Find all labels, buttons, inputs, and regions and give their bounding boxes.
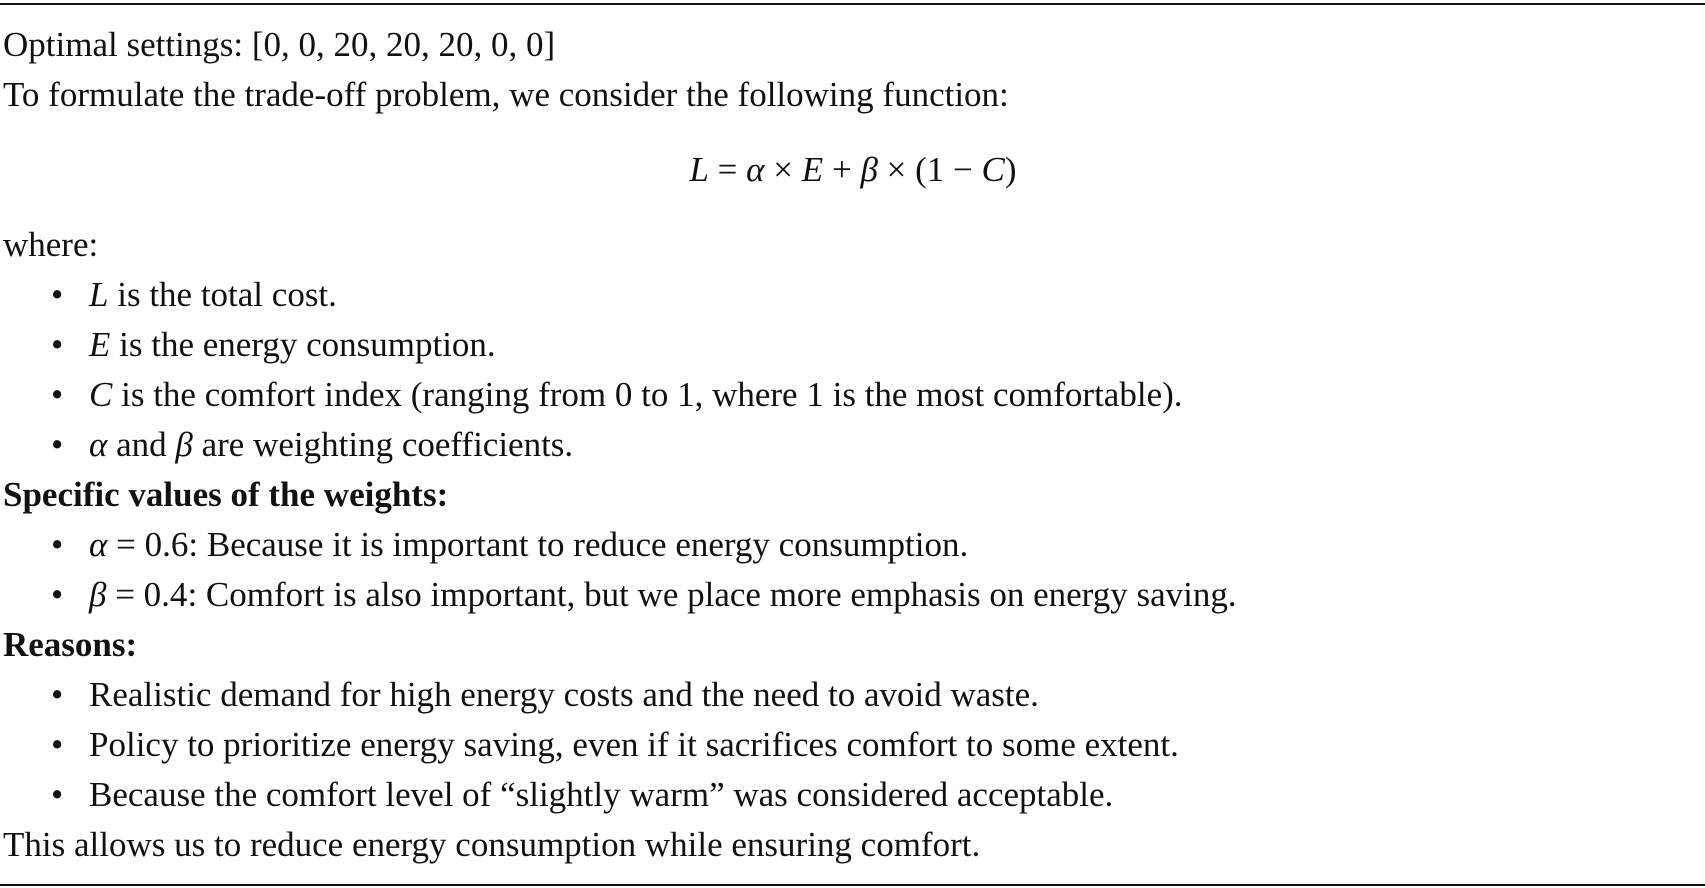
optimal-settings-text: Optimal settings: [0, 0, 20, 20, 20, 0, 0] <box>3 25 556 64</box>
equation-equals: = <box>708 150 747 189</box>
definition-item <box>3 320 1703 370</box>
reasons-list <box>3 670 1703 820</box>
definition-text: are weighting coefficients. <box>192 425 574 464</box>
definition-item <box>3 270 1703 320</box>
reason-text: Because the comfort level of “slightly warm” was considered acceptable. <box>89 775 1114 814</box>
equation-times-2: × (1 − <box>877 150 982 189</box>
bullet-icon: • <box>51 575 64 614</box>
where-label: where: <box>3 225 99 264</box>
equation-close: ) <box>1004 150 1017 189</box>
bullet-icon: • <box>51 325 64 364</box>
bullet-icon: • <box>51 375 64 414</box>
conclusion-text: This allows us to reduce energy consumption while ensuring comfort. <box>3 825 981 864</box>
top-rule <box>0 3 1705 5</box>
bullet-icon: • <box>51 675 64 714</box>
formulate-text: To formulate the trade-off problem, we consider the following function: <box>3 75 1009 114</box>
weight-value: = 0.6 <box>107 525 189 564</box>
equation-times-1: × <box>764 150 802 189</box>
bullet-icon: • <box>51 525 64 564</box>
reason-item <box>3 670 1703 720</box>
reason-text: Policy to prioritize energy saving, even if it sacrifices comfort to some extent. <box>89 725 1179 764</box>
definition-symbol: C <box>89 375 113 414</box>
reason-item <box>3 720 1703 770</box>
equation-e: E <box>801 150 824 189</box>
definition-item <box>3 370 1703 420</box>
definitions-list <box>3 270 1703 470</box>
bullet-icon: • <box>51 275 64 314</box>
weight-symbol: α <box>89 525 108 564</box>
document-body <box>3 20 1703 870</box>
definition-text: is the energy consumption. <box>110 325 496 364</box>
equation-alpha: α <box>746 150 765 189</box>
bullet-icon: • <box>51 775 64 814</box>
definition-text: is the comfort index (ranging from 0 to 1, where 1 is the most comfortable). <box>112 375 1183 414</box>
equation-l: L <box>689 150 709 189</box>
weight-text: : Comfort is also important, but we place more emphasis on energy saving. <box>187 575 1237 614</box>
reasons-heading: Reasons: <box>3 625 138 664</box>
weight-text: : Because it is important to reduce energy consumption. <box>188 525 969 564</box>
weight-value: = 0.4 <box>106 575 188 614</box>
definition-mid: and <box>107 425 176 464</box>
reason-text: Realistic demand for high energy costs and the need to avoid waste. <box>89 675 1039 714</box>
definition-text: is the total cost. <box>108 275 337 314</box>
cost-equation <box>3 120 1703 220</box>
bullet-icon: • <box>51 425 64 464</box>
definition-symbol: α <box>89 425 108 464</box>
reason-item <box>3 770 1703 820</box>
definition-item <box>3 420 1703 470</box>
bullet-icon: • <box>51 725 64 764</box>
weight-symbol: β <box>89 575 107 614</box>
definition-symbol: E <box>89 325 111 364</box>
equation-plus: + <box>823 150 861 189</box>
definition-symbol-2: β <box>175 425 193 464</box>
weight-item <box>3 520 1703 570</box>
weights-heading: Specific values of the weights: <box>3 475 449 514</box>
definition-symbol: L <box>89 275 109 314</box>
weight-item <box>3 570 1703 620</box>
equation-beta: β <box>860 150 878 189</box>
equation-c: C <box>981 150 1005 189</box>
weights-list <box>3 520 1703 620</box>
bottom-rule <box>0 884 1705 886</box>
